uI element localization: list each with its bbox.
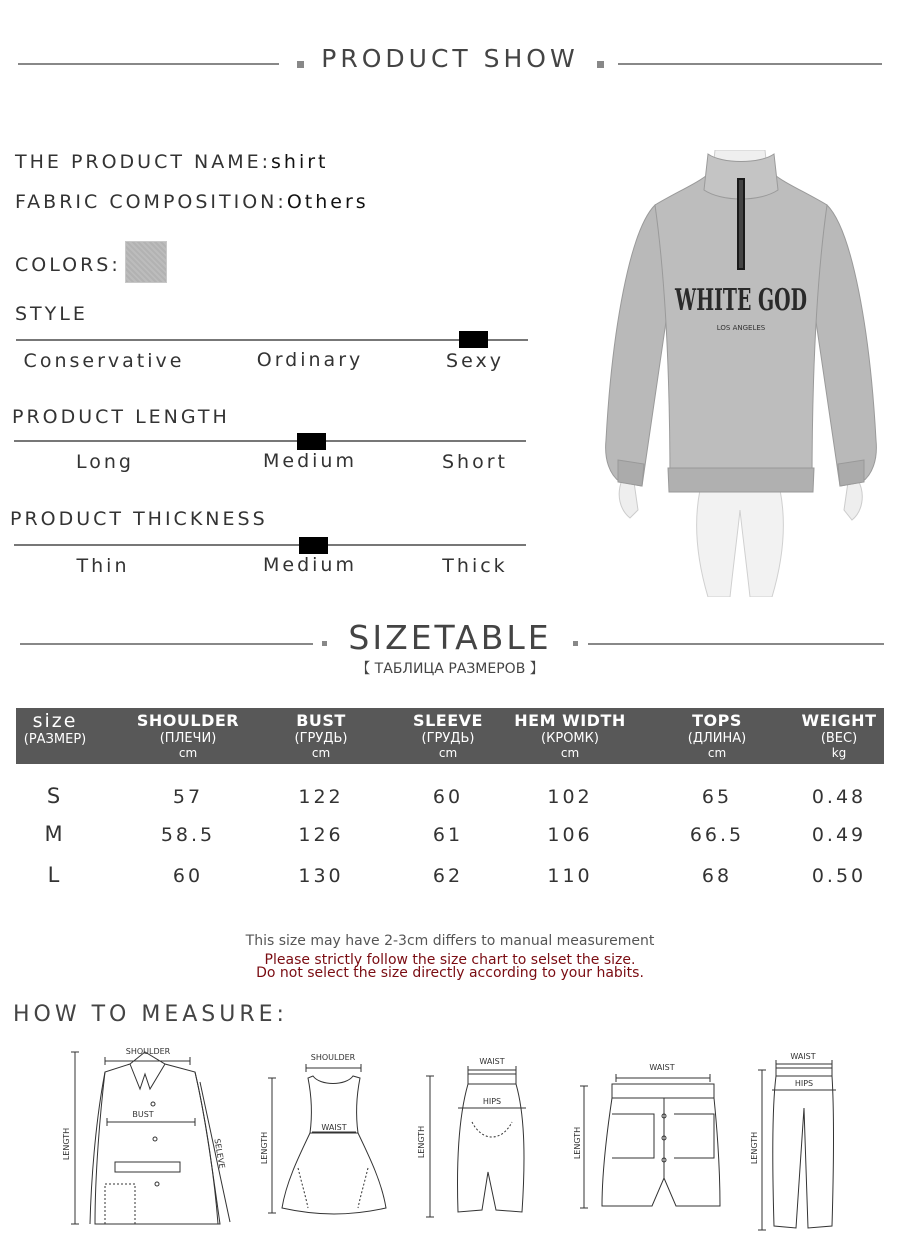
thickness-scale-marker — [299, 537, 328, 554]
col-shoulder-unit: cm — [178, 746, 198, 760]
label-shoulder: SHOULDER — [310, 1053, 356, 1062]
length-option-long: Long — [76, 451, 134, 473]
col-size-sub: (РАЗМЕР) — [23, 732, 87, 747]
style-option-sexy: Sexy — [446, 350, 504, 372]
fabric-label: FABRIC COMPOSITION: — [15, 191, 287, 213]
col-tops-sub: (ДЛИНА) — [687, 731, 747, 746]
length-option-short: Short — [442, 451, 508, 473]
label-length: LENGTH — [417, 1125, 426, 1159]
cell-bust: 126 — [298, 824, 344, 846]
thickness-scale-line — [14, 544, 526, 546]
cell-weight: 0.49 — [811, 824, 867, 846]
label-hips: HIPS — [482, 1097, 502, 1106]
col-hem-width — [510, 708, 630, 760]
col-bust-name: BUST — [296, 711, 346, 730]
measure-diagram-dress — [258, 1048, 393, 1218]
sizetable-subtitle: 【 ТАБЛИЦА РАЗМЕРОВ 】 — [356, 661, 544, 677]
sizetable-rule-left — [20, 643, 313, 645]
product-show-title: PRODUCT SHOW — [321, 44, 579, 73]
col-sleeve-name: SLEEVE — [413, 711, 483, 730]
note-follow-chart: Please strictly follow the size chart to selset the size. — [264, 952, 636, 968]
style-option-ordinary: Ordinary — [256, 349, 364, 371]
sizetable-dot-right — [573, 641, 578, 646]
sizetable-title: SIZETABLE — [348, 618, 552, 657]
length-option-medium: Medium — [263, 450, 357, 472]
colors-label: COLORS: — [15, 254, 121, 276]
cell-sleeve: 60 — [432, 786, 464, 808]
col-weight-sub: (ВЕС) — [820, 731, 858, 746]
header-rule-right — [618, 63, 882, 65]
cell-bust: 122 — [298, 786, 344, 808]
cell-shoulder: 58.5 — [160, 824, 216, 846]
cell-weight: 0.48 — [811, 786, 867, 808]
cell-sleeve: 62 — [432, 865, 464, 887]
fabric-composition — [15, 191, 369, 213]
label-hips: HIPS — [794, 1079, 814, 1088]
cell-hem-width: 106 — [547, 824, 593, 846]
cell-size: M — [44, 822, 66, 846]
col-weight-name: WEIGHT — [801, 711, 877, 730]
thickness-option-medium: Medium — [263, 554, 357, 576]
cell-hem-width: 110 — [547, 865, 593, 887]
col-weight-unit: kg — [831, 746, 847, 760]
col-tops-unit: cm — [707, 746, 727, 760]
label-length: LENGTH — [260, 1131, 269, 1165]
label-waist: WAIST — [649, 1063, 675, 1072]
label-bust: BUST — [132, 1110, 154, 1119]
col-hem-width-unit: cm — [560, 746, 580, 760]
col-weight — [794, 708, 884, 760]
cell-shoulder: 57 — [172, 786, 204, 808]
col-size — [18, 708, 92, 747]
cell-tops: 68 — [701, 865, 733, 887]
label-length: LENGTH — [573, 1126, 582, 1160]
style-scale-marker — [459, 331, 488, 348]
col-tops-name: TOPS — [692, 711, 742, 730]
cell-size: L — [47, 863, 63, 887]
col-tops — [667, 708, 767, 760]
col-bust — [271, 708, 371, 760]
style-option-conservative: Conservative — [23, 350, 185, 372]
label-waist: WAIST — [321, 1123, 347, 1132]
label-length: LENGTH — [750, 1131, 759, 1165]
note-measurement: This size may have 2-3cm differs to manual measurement — [245, 933, 655, 949]
label-waist: WAIST — [479, 1057, 505, 1066]
label-waist: WAIST — [790, 1052, 816, 1061]
how-to-measure-title: HOW TO MEASURE: — [13, 1002, 288, 1027]
cell-size: S — [46, 784, 64, 808]
measure-diagram-skirt — [412, 1052, 542, 1222]
col-sleeve — [398, 708, 498, 760]
cell-hem-width: 102 — [547, 786, 593, 808]
cell-weight: 0.50 — [811, 865, 867, 887]
col-shoulder-name: SHOULDER — [136, 711, 240, 730]
col-shoulder — [128, 708, 248, 760]
style-scale-line — [16, 339, 528, 341]
length-scale-marker — [297, 433, 326, 450]
product-name-label: THE PRODUCT NAME: — [15, 151, 272, 173]
thickness-option-thin: Thin — [76, 555, 130, 577]
sizetable-dot-left — [322, 641, 327, 646]
thickness-option-thick: Thick — [442, 555, 508, 577]
label-length: LENGTH — [62, 1127, 71, 1161]
header-dot-left — [297, 61, 304, 68]
product-name-value: shirt — [271, 151, 329, 173]
label-shoulder: SHOULDER — [125, 1047, 171, 1056]
col-sleeve-sub: (ГРУДЬ) — [421, 731, 475, 746]
color-swatch-gray[interactable] — [125, 241, 167, 283]
cell-shoulder: 60 — [172, 865, 204, 887]
print-sub-text: LOS ANGELES — [716, 324, 766, 332]
label-sleeve: SELEVE — [212, 1137, 227, 1170]
size-table-header — [16, 708, 884, 764]
measure-diagram-jacket — [55, 1044, 245, 1230]
product-name — [15, 151, 329, 173]
col-hem-width-sub: (КРОМК) — [541, 731, 599, 746]
col-hem-width-name: HEM WIDTH — [514, 711, 626, 730]
header-rule-left — [18, 63, 279, 65]
product-photo — [600, 150, 882, 597]
col-sleeve-unit: cm — [438, 746, 458, 760]
col-bust-sub: (ГРУДЬ) — [294, 731, 348, 746]
thickness-label: PRODUCT THICKNESS — [10, 508, 268, 530]
cell-sleeve: 61 — [432, 824, 464, 846]
measure-diagram-shorts — [572, 1058, 722, 1213]
sizetable-rule-right — [588, 643, 884, 645]
measure-diagram-pants — [748, 1048, 853, 1233]
cell-bust: 130 — [298, 865, 344, 887]
length-label: PRODUCT LENGTH — [12, 406, 230, 428]
print-main-text: WHITE GOD — [674, 283, 807, 318]
cell-tops: 66.5 — [689, 824, 745, 846]
note-habits: Do not select the size directly according to your habits. — [256, 965, 644, 981]
col-size-name: size — [32, 710, 78, 732]
fabric-value: Others — [286, 191, 369, 213]
style-label: STYLE — [15, 303, 88, 325]
header-dot-right — [597, 61, 604, 68]
cell-tops: 65 — [701, 786, 733, 808]
col-bust-unit: cm — [311, 746, 331, 760]
length-scale-line — [14, 440, 526, 442]
col-shoulder-sub: (ПЛЕЧИ) — [159, 731, 217, 746]
